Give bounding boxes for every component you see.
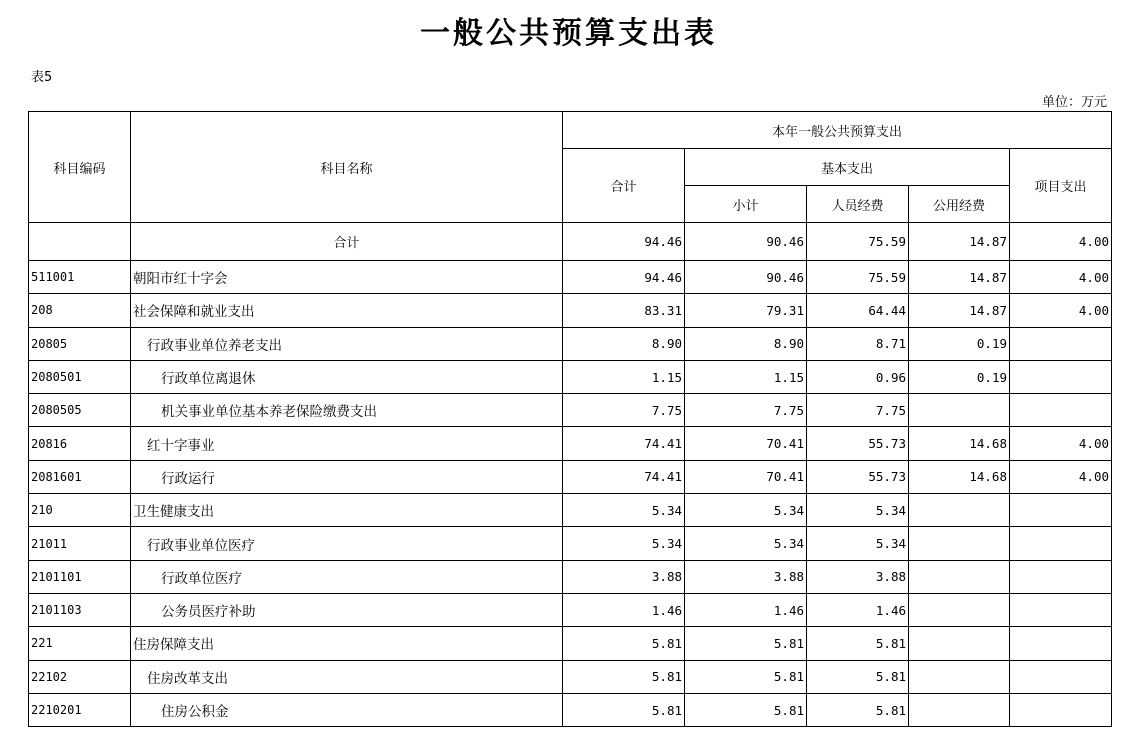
table-row	[29, 460, 1112, 493]
cell-subtotal: 8.90	[685, 327, 807, 360]
total-row-total: 94.46	[563, 223, 685, 261]
cell-total: 5.34	[563, 494, 685, 527]
cell-code: 21011	[29, 527, 131, 560]
total-row-personnel: 75.59	[807, 223, 909, 261]
table-row	[29, 360, 1112, 393]
cell-subtotal: 1.46	[685, 593, 807, 626]
cell-public	[909, 394, 1010, 427]
cell-project	[1010, 660, 1112, 693]
cell-total: 94.46	[563, 261, 685, 294]
cell-project	[1010, 693, 1112, 726]
total-row-public: 14.87	[909, 223, 1010, 261]
total-row-code	[29, 223, 131, 261]
cell-total: 1.15	[563, 360, 685, 393]
total-row-label: 合计	[131, 223, 563, 261]
page-title: 一般公共预算支出表	[420, 16, 717, 51]
cell-subtotal: 5.81	[685, 693, 807, 726]
cell-total: 83.31	[563, 294, 685, 327]
header-public: 公用经费	[909, 186, 1010, 223]
cell-personnel: 5.81	[807, 660, 909, 693]
table-number: 表5	[31, 70, 53, 85]
cell-personnel: 5.81	[807, 693, 909, 726]
header-name: 科目名称	[131, 112, 563, 223]
cell-subtotal: 5.34	[685, 494, 807, 527]
cell-code: 221	[29, 627, 131, 660]
cell-personnel: 5.34	[807, 494, 909, 527]
cell-name: 机关事业单位基本养老保险缴费支出	[131, 394, 563, 427]
cell-public	[909, 660, 1010, 693]
cell-subtotal: 1.15	[685, 360, 807, 393]
table-row	[29, 294, 1112, 327]
cell-code: 2080505	[29, 394, 131, 427]
header-total: 合计	[563, 149, 685, 223]
cell-public	[909, 527, 1010, 560]
cell-name: 朝阳市红十字会	[131, 261, 563, 294]
cell-subtotal: 5.34	[685, 527, 807, 560]
cell-name: 社会保障和就业支出	[131, 294, 563, 327]
header-project: 项目支出	[1010, 149, 1112, 223]
table-row	[29, 693, 1112, 726]
cell-code: 2210201	[29, 693, 131, 726]
cell-subtotal: 3.88	[685, 560, 807, 593]
cell-subtotal: 90.46	[685, 261, 807, 294]
cell-public	[909, 693, 1010, 726]
cell-project	[1010, 627, 1112, 660]
cell-public	[909, 560, 1010, 593]
cell-public: 14.68	[909, 460, 1010, 493]
cell-total: 7.75	[563, 394, 685, 427]
cell-project	[1010, 494, 1112, 527]
cell-total: 74.41	[563, 460, 685, 493]
cell-personnel: 5.81	[807, 627, 909, 660]
cell-code: 2101103	[29, 593, 131, 626]
table-row	[29, 394, 1112, 427]
cell-name: 行政单位离退休	[131, 360, 563, 393]
header-code: 科目编码	[29, 112, 131, 223]
cell-code: 20805	[29, 327, 131, 360]
cell-name: 住房保障支出	[131, 627, 563, 660]
cell-subtotal: 79.31	[685, 294, 807, 327]
cell-subtotal: 5.81	[685, 660, 807, 693]
cell-personnel: 55.73	[807, 427, 909, 460]
cell-code: 2081601	[29, 460, 131, 493]
cell-total: 5.81	[563, 660, 685, 693]
cell-subtotal: 70.41	[685, 427, 807, 460]
cell-subtotal: 5.81	[685, 627, 807, 660]
cell-total: 8.90	[563, 327, 685, 360]
cell-project	[1010, 593, 1112, 626]
cell-name: 行政运行	[131, 460, 563, 493]
cell-personnel: 55.73	[807, 460, 909, 493]
cell-personnel: 1.46	[807, 593, 909, 626]
cell-code: 2080501	[29, 360, 131, 393]
cell-name: 行政事业单位养老支出	[131, 327, 563, 360]
cell-public	[909, 627, 1010, 660]
cell-project	[1010, 560, 1112, 593]
cell-total: 3.88	[563, 560, 685, 593]
header-basic: 基本支出	[685, 149, 1010, 186]
cell-personnel: 7.75	[807, 394, 909, 427]
cell-name: 公务员医疗补助	[131, 593, 563, 626]
header-subtotal: 小计	[685, 186, 807, 223]
cell-personnel: 75.59	[807, 261, 909, 294]
total-row-subtotal: 90.46	[685, 223, 807, 261]
cell-project	[1010, 527, 1112, 560]
cell-name: 行政单位医疗	[131, 560, 563, 593]
cell-project	[1010, 360, 1112, 393]
header-personnel: 人员经费	[807, 186, 909, 223]
cell-code: 22102	[29, 660, 131, 693]
cell-public	[909, 593, 1010, 626]
cell-code: 2101101	[29, 560, 131, 593]
table-row	[29, 593, 1112, 626]
table-row	[29, 560, 1112, 593]
cell-name: 住房公积金	[131, 693, 563, 726]
cell-public: 0.19	[909, 327, 1010, 360]
cell-total: 74.41	[563, 427, 685, 460]
cell-code: 210	[29, 494, 131, 527]
table-row	[29, 427, 1112, 460]
cell-total: 5.81	[563, 627, 685, 660]
table-row	[29, 527, 1112, 560]
total-row	[29, 223, 1112, 261]
cell-name: 行政事业单位医疗	[131, 527, 563, 560]
table-row	[29, 261, 1112, 294]
cell-total: 1.46	[563, 593, 685, 626]
cell-project: 4.00	[1010, 294, 1112, 327]
cell-public: 0.19	[909, 360, 1010, 393]
table-row	[29, 660, 1112, 693]
table-row	[29, 494, 1112, 527]
cell-code: 511001	[29, 261, 131, 294]
total-row-project: 4.00	[1010, 223, 1112, 261]
cell-personnel: 3.88	[807, 560, 909, 593]
cell-public	[909, 494, 1010, 527]
cell-public: 14.87	[909, 294, 1010, 327]
cell-subtotal: 70.41	[685, 460, 807, 493]
cell-project: 4.00	[1010, 261, 1112, 294]
budget-table	[28, 111, 1112, 727]
unit-label: 单位：万元	[1041, 95, 1107, 110]
cell-subtotal: 7.75	[685, 394, 807, 427]
cell-public: 14.87	[909, 261, 1010, 294]
cell-personnel: 64.44	[807, 294, 909, 327]
cell-project: 4.00	[1010, 427, 1112, 460]
header-group: 本年一般公共预算支出	[563, 112, 1112, 149]
cell-personnel: 8.71	[807, 327, 909, 360]
cell-personnel: 0.96	[807, 360, 909, 393]
cell-name: 红十字事业	[131, 427, 563, 460]
cell-name: 住房改革支出	[131, 660, 563, 693]
cell-code: 20816	[29, 427, 131, 460]
cell-project	[1010, 327, 1112, 360]
cell-code: 208	[29, 294, 131, 327]
cell-personnel: 5.34	[807, 527, 909, 560]
table-row	[29, 627, 1112, 660]
cell-project	[1010, 394, 1112, 427]
table-row	[29, 327, 1112, 360]
cell-public: 14.68	[909, 427, 1010, 460]
cell-name: 卫生健康支出	[131, 494, 563, 527]
cell-total: 5.34	[563, 527, 685, 560]
cell-project: 4.00	[1010, 460, 1112, 493]
cell-total: 5.81	[563, 693, 685, 726]
